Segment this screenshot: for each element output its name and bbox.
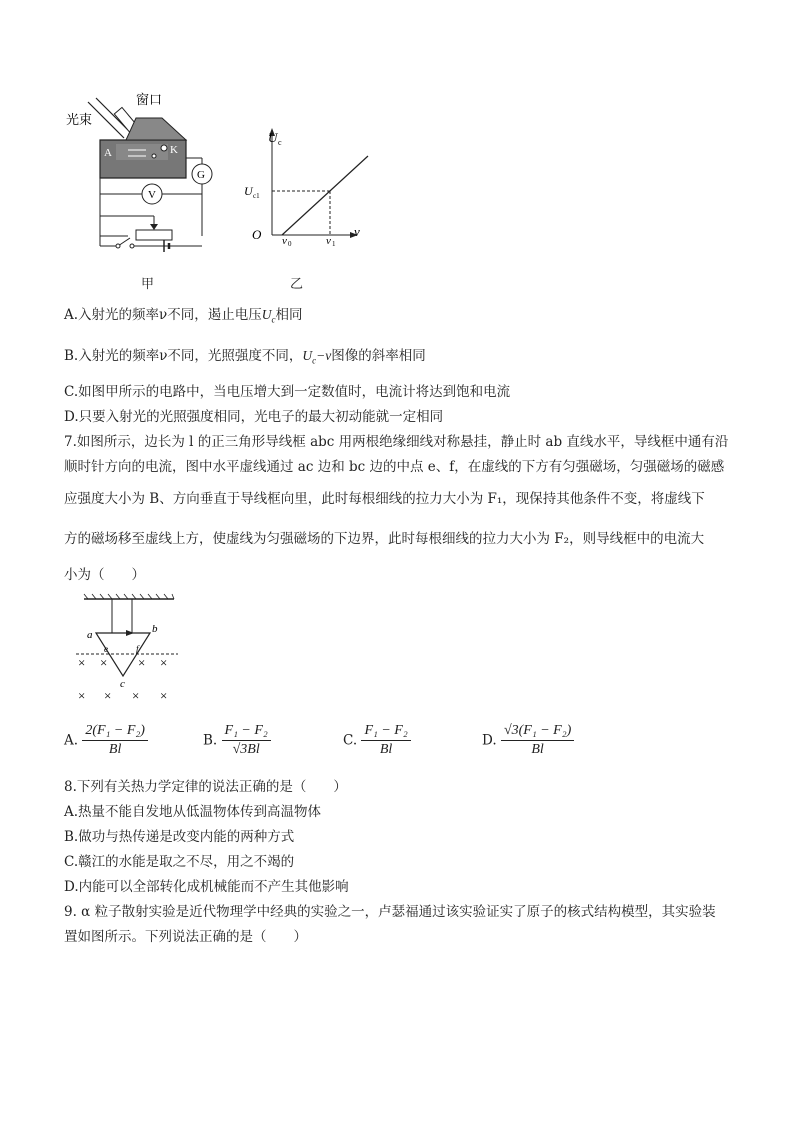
field-cross: × [160, 688, 168, 703]
uc1-sub: c1 [253, 192, 260, 200]
q7-stem-line4: 方的磁场移至虚线上方，使虚线为匀强磁场的下边界，此时每根细线的拉力大小为 F₂，则导线框中的电流大 [64, 531, 705, 547]
q7-option-c [343, 722, 411, 759]
q7-figure-triangle-frame [74, 592, 184, 707]
point-f-label: f [136, 644, 139, 654]
q6-option-a-symbol: U [261, 307, 272, 322]
x-axis-label: ν [354, 224, 360, 239]
y-axis-label: U [268, 130, 278, 145]
q6-option-a [64, 306, 303, 329]
vertex-c-label: c [120, 678, 125, 690]
nu1-sub: 1 [332, 240, 336, 248]
vertex-b-label: b [152, 623, 158, 635]
figure-yi-caption: 乙 [290, 277, 304, 292]
q7-stem-line5: 小为（ ） [64, 567, 145, 583]
q7-option-b-fraction [222, 722, 271, 759]
origin-label: O [252, 227, 262, 242]
q7-option-d-fraction [501, 722, 574, 759]
q8-option-a: A.热量不能自发地从低温物体传到高温物体 [64, 804, 322, 820]
q7-option-b [203, 722, 271, 759]
anode-label: A [104, 147, 112, 159]
figure-jia-caption: 甲 [141, 277, 155, 292]
q7-option-c-denominator: Bl [379, 742, 393, 757]
q6-option-b-symbol: U [302, 348, 313, 363]
q6-option-b-mid: −ν [316, 348, 332, 363]
q7-option-a-label: A. [64, 732, 79, 749]
q7-option-d-denominator: Bl [531, 742, 544, 757]
q6-option-c: C.如图甲所示的电路中，当电压增大到一定数值时，电流计将达到饱和电流 [64, 384, 511, 400]
q7-option-d-numerator: √3(F₁ − F₂) [501, 722, 574, 741]
cathode-label: K [170, 144, 178, 156]
q7-option-b-denominator: √3Bl [232, 742, 260, 757]
q6-option-d: D.只要入射光的光照强度相同，光电子的最大初动能就一定相同 [64, 409, 444, 425]
q8-stem: 8.下列有关热力学定律的说法正确的是（ ） [64, 779, 347, 795]
q6-option-b [64, 347, 426, 370]
window-label: 窗口 [136, 92, 163, 107]
q7-option-d [482, 722, 574, 759]
q6-option-b-sub: c [312, 355, 317, 366]
q7-option-b-numerator: F₁ − F₂ [222, 722, 271, 741]
q7-stem-line1: 7.如图所示，边长为 l 的正三角形导线框 abc 用两根绝缘细线对称悬挂，静止时 ab 直线水平，导线框中通有沿 [64, 434, 729, 450]
uc1-label: U [244, 184, 253, 198]
q9-stem-line1: 9. α 粒子散射实验是近代物理学中经典的实验之一，卢瑟福通过该实验证实了原子的核式结构模型，其实验装 [64, 904, 716, 920]
figure-jia-circuit [66, 88, 226, 263]
nu0-sub: 0 [288, 240, 292, 248]
beam-label: 光束 [66, 112, 93, 127]
q6-option-a-sub: c [271, 314, 276, 325]
q7-option-c-fraction [361, 722, 410, 759]
q7-option-c-numerator: F₁ − F₂ [361, 722, 410, 741]
field-cross: × [104, 688, 112, 703]
q8-option-b: B.做功与热传递是改变内能的两种方式 [64, 829, 295, 845]
galvanometer-label: G [197, 169, 205, 181]
q7-option-d-label: D. [482, 732, 497, 749]
figure-yi-graph [244, 120, 374, 250]
q6-option-a-text: A.入射光的频率ν不同，遏止电压 [64, 307, 262, 323]
q7-option-a-denominator: Bl [108, 742, 122, 757]
field-cross: × [78, 655, 86, 670]
q9-stem-line2: 置如图所示。下列说法正确的是（ ） [64, 929, 307, 945]
q6-option-b-end: 图像的斜率相同 [331, 348, 426, 364]
q6-option-b-text: B.入射光的频率ν不同，光照强度不同， [64, 348, 303, 364]
q6-option-a-end: 相同 [275, 307, 303, 323]
q7-option-a [64, 722, 148, 759]
vertex-a-label: a [87, 629, 93, 641]
field-cross: × [160, 655, 168, 670]
field-cross: × [132, 688, 140, 703]
voltmeter-label: V [148, 189, 156, 201]
q7-option-c-label: C. [343, 732, 358, 749]
q8-option-c: C.赣江的水能是取之不尽，用之不竭的 [64, 854, 295, 870]
field-cross: × [100, 655, 108, 670]
q7-stem-line2: 顺时针方向的电流，图中水平虚线通过 ac 边和 bc 边的中点 e、f，在虚线的下方有匀强磁场，匀强磁场的磁感 [64, 459, 725, 475]
q7-option-a-numerator: 2(F₁ − F₂) [82, 722, 148, 741]
nu1-label: ν [326, 235, 331, 247]
nu0-label: ν [282, 235, 287, 247]
q8-option-d: D.内能可以全部转化成机械能而不产生其他影响 [64, 879, 349, 895]
q7-option-b-label: B. [203, 732, 218, 749]
q7-stem-line3: 应强度大小为 B、方向垂直于导线框向里，此时每根细线的拉力大小为 F₁，现保持其他条件不变，将虚线下 [64, 491, 705, 507]
field-cross: × [138, 655, 146, 670]
point-e-label: e [104, 644, 108, 654]
field-cross: × [78, 688, 86, 703]
y-axis-sub: c [278, 138, 282, 147]
q7-option-a-fraction [82, 722, 148, 759]
